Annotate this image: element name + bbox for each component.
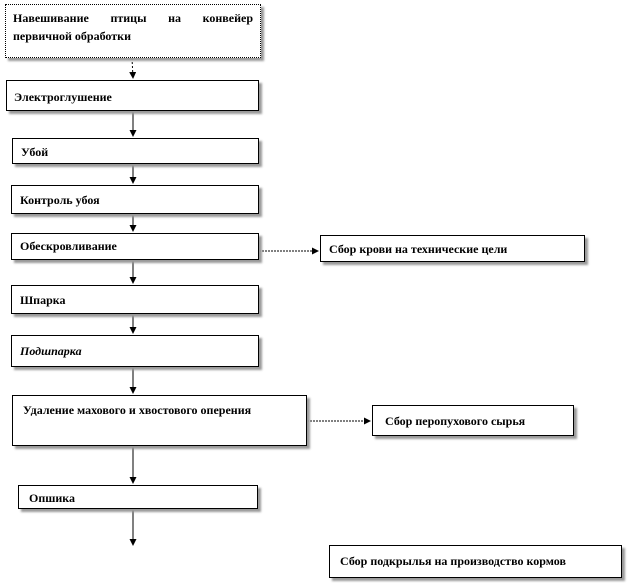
node-singeing-label: Опшика: [29, 491, 76, 505]
node-down-collection: [329, 545, 622, 578]
node-bleeding: [11, 233, 259, 260]
node-hanging: [5, 4, 261, 58]
node-down-collection-label: Сбор подкрылья на производство кормов: [340, 554, 566, 568]
arrow-hanging-to-stunning: [132, 58, 133, 78]
node-singeing: [18, 485, 258, 509]
node-subscalding-label: Подшпарка: [20, 344, 82, 358]
node-slaughter: [12, 138, 259, 164]
node-stunning: [6, 80, 259, 111]
node-scalding-label: Шпарка: [20, 293, 66, 307]
node-bleeding-label: Обескровливание: [20, 239, 117, 253]
node-control: [11, 185, 259, 214]
node-feather-removal: [12, 395, 307, 446]
node-feather-collection: [372, 405, 574, 436]
node-feather-collection-label: Сбор перопухового сырья: [385, 414, 526, 428]
node-hanging-label: Навешивание птицы на конвейер первичной обработки: [13, 11, 253, 43]
node-blood: [320, 235, 585, 262]
node-slaughter-label: Убой: [21, 145, 49, 159]
node-blood-label: Сбор крови на технические цели: [329, 242, 508, 256]
node-scalding: [11, 285, 259, 314]
node-control-label: Контроль убоя: [20, 193, 100, 207]
node-stunning-label: Электроглушение: [14, 90, 112, 104]
node-feather-removal-label: Удаление махового и хвостового оперения: [23, 403, 252, 417]
node-subscalding: [11, 335, 259, 367]
